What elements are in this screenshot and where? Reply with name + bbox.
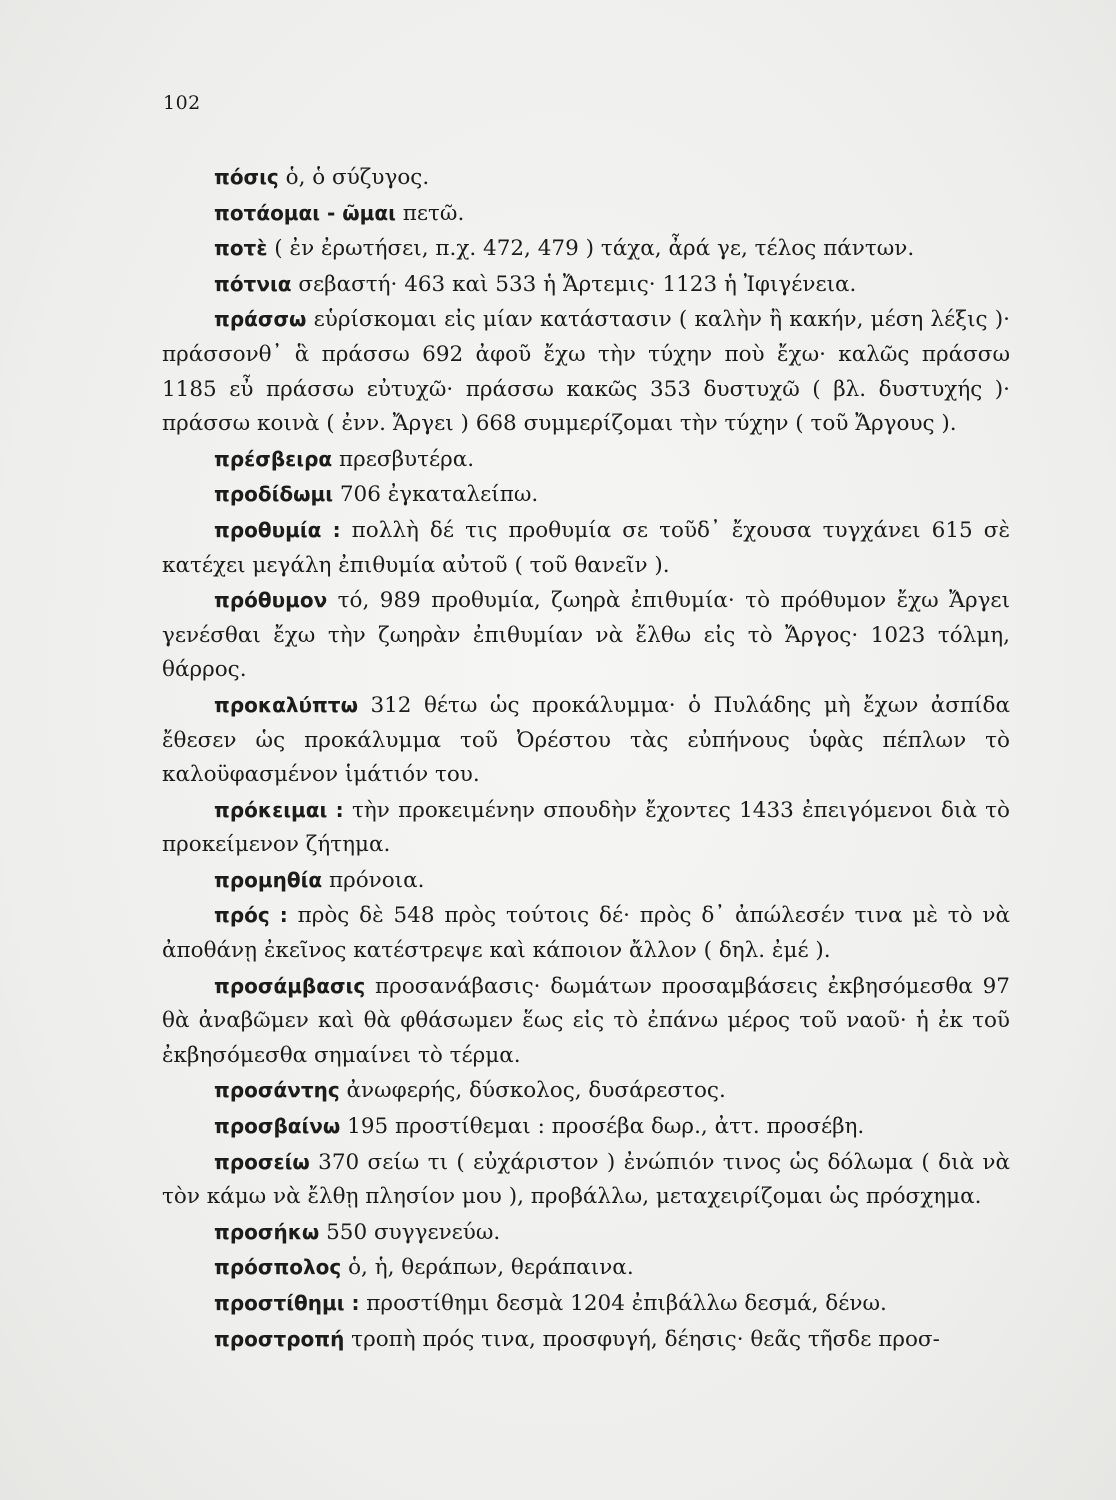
entry-definition: 550 συγγενεύω. [319, 1219, 501, 1245]
entry-headword: πρός : [214, 903, 288, 928]
glossary-entry [162, 1250, 1010, 1286]
entry-headword: προσάντης [214, 1078, 340, 1103]
glossary-entry [162, 477, 1010, 513]
glossary-entry [162, 1109, 1010, 1145]
entry-headword: πόσις [214, 165, 279, 189]
glossary-entry [162, 863, 1010, 899]
entry-definition: πρεσβυτέρα. [332, 446, 475, 472]
page-number: 102 [163, 92, 201, 114]
glossary-entry [162, 1073, 1010, 1109]
entry-definition: προστίθημι δεσμὰ 1204 ἐπιβάλλω δεσμά, δένω. [359, 1291, 887, 1316]
entry-headword: πρέσβειρα [214, 446, 333, 471]
glossary-entry [162, 302, 1010, 441]
entry-definition: ὁ, ἡ, θεράπων, θεράπαινα. [341, 1255, 634, 1281]
entry-headword: προστίθημι : [214, 1291, 360, 1315]
entry-headword: προσβαίνω [214, 1114, 341, 1139]
glossary-entry [162, 1145, 1010, 1215]
glossary-entry [162, 969, 1010, 1074]
entry-headword: πρόκειμαι : [214, 797, 344, 822]
entry-definition: τό, 989 προθυμία, ζωηρὰ ἐπιθυμία· τὸ πρόθυμον ἔχω Ἄργει γενέσθαι ἔχω τὴν ζωηρὰν ἐπιθυμίαν νὰ ἔλθω εἰς τὸ Ἄργος· 1023 τόλμη, θάρρος. [162, 588, 1010, 683]
entry-headword: προσάμβασις [214, 973, 366, 998]
entry-definition: πολλὴ δέ τις προθυμία σε τοῦδ᾽ ἔχουσα τυγχάνει 615 σὲ κατέχει μεγάλη ἐπιθυμία αὐτοῦ ( τοῦ θανεῖν ). [162, 517, 1010, 578]
glossary-entry [162, 583, 1010, 688]
entry-headword: πράσσω [214, 307, 307, 332]
glossary-entry [162, 793, 1010, 863]
glossary-entry [162, 442, 1010, 478]
entry-headword: προσήκω [214, 1219, 320, 1244]
entry-definition: 706 ἐγκαταλείπω. [333, 482, 539, 508]
entry-definition: 370 σείω τι ( εὐχάριστον ) ἐνώπιόν τινος ὡς δόλωμα ( διὰ νὰ τὸν κάμω νὰ ἔλθῃ πλησίον μου ), προβάλλω, μεταχειρίζομαι ὡς πρόσχημα. [162, 1149, 1010, 1210]
entry-headword: προθυμία : [214, 517, 341, 542]
entry-definition: πρὸς δὲ 548 πρὸς τούτοις δέ· πρὸς δ᾽ ἀπώλεσέν τινα μὲ τὸ νὰ ἀποθάνῃ ἐκεῖνος κατέστρεψε καὶ κάποιον ἄλλον ( δηλ. ἐμέ ). [162, 903, 1011, 964]
glossary-entry [162, 513, 1010, 583]
entry-definition: ἀνωφερής, δύσκολος, δυσάρεστος. [339, 1078, 726, 1104]
entry-definition: σεβαστή· 463 καὶ 533 ἡ Ἄρτεμις· 1123 ἡ Ἰφιγένεια. [291, 271, 857, 297]
glossary-entry [162, 196, 1010, 232]
glossary-entry [162, 1286, 1010, 1322]
glossary-entries [162, 160, 1010, 1357]
glossary-entry [162, 1215, 1010, 1251]
entry-headword: πρόσπολος [214, 1255, 342, 1280]
entry-definition: τροπὴ πρός τινα, προσφυγή, δέησις· θεᾶς τῆσδε προσ- [344, 1326, 940, 1352]
entry-definition: προσανάβασις· δωμάτων προσαμβάσεις ἐκβησόμεσθα 97 θὰ ἀναβῶμεν καὶ θὰ φθάσωμεν ἕως εἰς τὸ ἐπάνω μέρος τοῦ ναοῦ· ἡ ἐκ τοῦ ἐκβησόμεσθα σημαίνει τὸ τέρμα. [162, 973, 1010, 1068]
entry-headword: πρόθυμον [214, 588, 328, 613]
entry-headword: προσείω [214, 1149, 310, 1174]
entry-headword: πότνια [214, 271, 292, 296]
glossary-entry [162, 1322, 1010, 1358]
entry-definition: 195 προστίθεμαι : προσέβα δωρ., ἀττ. προσέβη. [340, 1114, 865, 1140]
entry-headword: προδίδωμι [214, 482, 334, 507]
entry-definition: πρόνοια. [322, 867, 425, 893]
entry-definition: ὁ, ὁ σύζυγος. [278, 165, 430, 190]
glossary-entry [162, 898, 1010, 968]
entry-definition: ( ἐν ἐρωτήσει, π.χ. 472, 479 ) τάχα, ἆρά γε, τέλος πάντων. [267, 236, 915, 262]
glossary-entry [162, 688, 1010, 793]
entry-definition: εὑρίσκομαι εἰς μίαν κατάστασιν ( καλὴν ἢ κακήν, μέση λέξις )· πράσσονθ᾽ ἃ πράσσω 692 ἀφοῦ ἔχω τὴν τύχην ποὺ ἔχω· καλῶς πράσσω 1185 εὖ πράσσω εὐτυχῶ· πράσσω κακῶς 353 δυστυχῶ ( βλ. δυστυχής )· πράσσω κοινὰ ( ἐνν. Ἄργει ) 668 συμμερίζομαι τὴν τύχην ( τοῦ Ἄργους ). [162, 307, 1010, 437]
entry-definition: πετῶ. [395, 200, 465, 226]
entry-headword: ποτὲ [214, 236, 268, 261]
entry-definition: τὴν προκειμένην σπουδὴν ἔχοντες 1433 ἐπειγόμενοι διὰ τὸ προκείμενον ζήτημα. [162, 797, 1010, 858]
entry-headword: ποτάομαι - ῶμαι [214, 200, 396, 225]
entry-headword: προμηθία [214, 867, 323, 892]
entry-definition: 312 θέτω ὡς προκάλυμμα· ὁ Πυλάδης μὴ ἔχων ἀσπίδα ἔθεσεν ὡς προκάλυμμα τοῦ Ὀρέστου τὰς εὐπήνους ὑφὰς πέπλων τὸ καλοϋφασμένον ἱμάτιόν του. [162, 692, 1010, 788]
entry-headword: προκαλύπτω [214, 692, 358, 717]
glossary-entry [162, 160, 1010, 196]
glossary-entry [162, 231, 1010, 267]
entry-headword: προστροπή [214, 1326, 345, 1351]
glossary-entry [162, 267, 1010, 303]
